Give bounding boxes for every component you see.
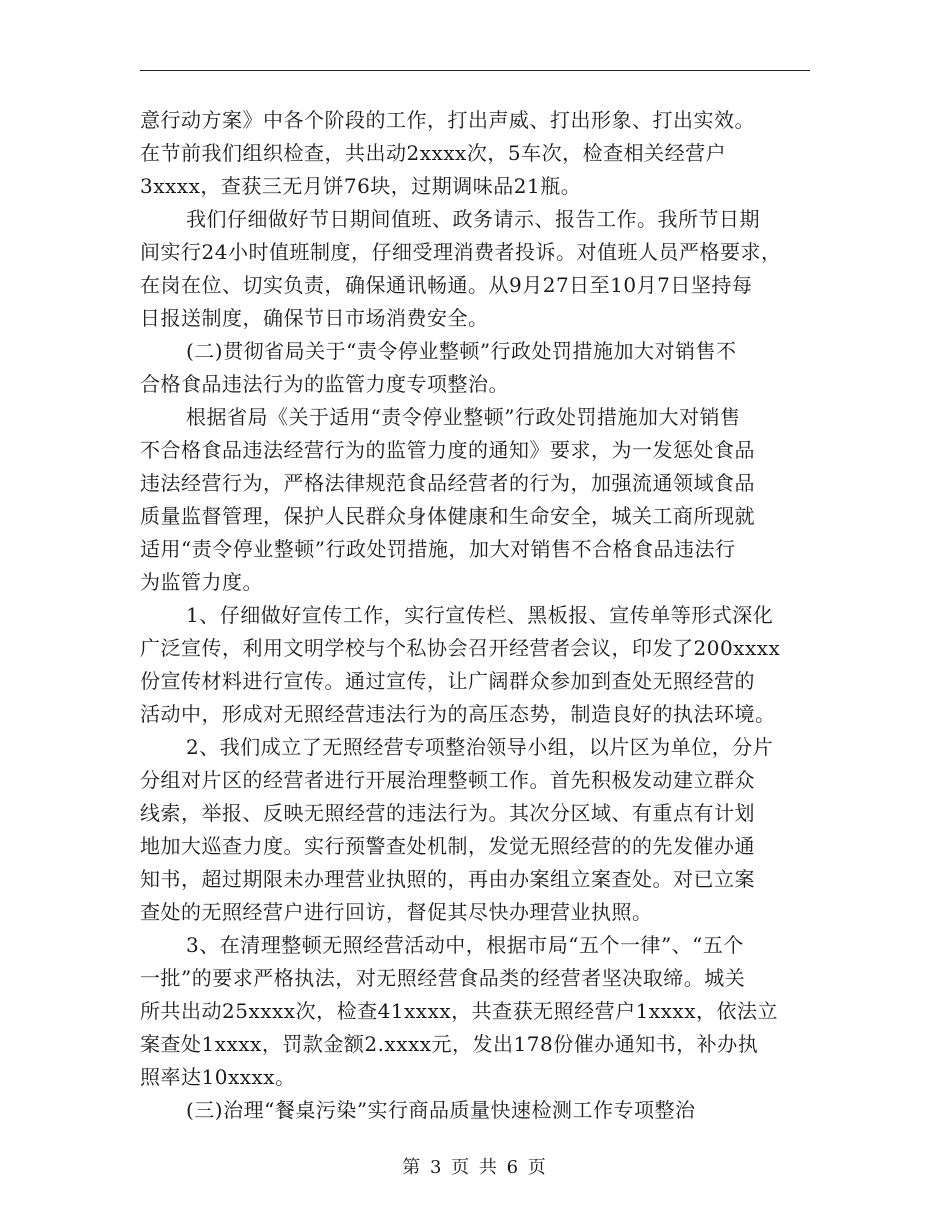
text-line: 适用“责令停业整顿”行政处罚措施，加大对销售不合格食品违法行: [140, 537, 736, 561]
text-line: (三)治理“餐桌污染”实行商品质量快速检测工作专项整治: [186, 1098, 696, 1122]
text-line: 违法经营行为，严格法律规范食品经营者的行为，加强流通领域食品: [140, 471, 755, 495]
text-line: 线索，举报、反映无照经营的违法行为。其次分区域、有重点有计划: [140, 801, 755, 825]
text-line: 案查处1xxxx，罚款金额2.xxxx元，发出178份催办通知书，补办执: [140, 1032, 759, 1056]
paragraph: [140, 203, 810, 335]
text-line: 知书，超过期限未办理营业执照的，再由办案组立案查处。对已立案: [140, 867, 755, 891]
text-line: 根据省局《关于适用“责令停业整顿”行政处罚措施加大对销售: [186, 405, 741, 429]
text-line: 日报送制度，确保节日市场消费安全。: [140, 306, 489, 330]
text-line: 不合格食品违法经营行为的监管力度的通知》要求，为一发惩处食品: [140, 438, 755, 462]
page-number: 第 3 页 共 6 页: [402, 1157, 548, 1178]
text-line: 分组对片区的经营者进行开展治理整顿工作。首先积极发动建立群众: [140, 768, 755, 792]
text-line: 2、我们成立了无照经营专项整治领导小组，以片区为单位，分片: [186, 735, 774, 759]
text-line: 为监管力度。: [140, 570, 263, 594]
text-line: 地加大巡查力度。实行预警查处机制，发觉无照经营的的先发催办通: [140, 834, 755, 858]
text-line: 我们仔细做好节日期间值班、政务请示、报告工作。我所节日期: [186, 207, 760, 231]
text-line: 份宣传材料进行宣传。通过宣传，让广阔群众参加到查处无照经营的: [140, 669, 755, 693]
text-line: 查处的无照经营户进行回访，督促其尽快办理营业执照。: [140, 900, 653, 924]
paragraph: [140, 599, 810, 731]
paragraph: [140, 1094, 810, 1127]
text-line: 意行动方案》中各个阶段的工作，打出声威、打出形象、打出实效。: [140, 108, 755, 132]
text-line: 质量监督管理，保护人民群众身体健康和生命安全，城关工商所现就: [140, 504, 755, 528]
text-line: 1、仔细做好宣传工作，实行宣传栏、黑板报、宣传单等形式深化: [186, 603, 774, 627]
paragraph: [140, 929, 810, 1094]
text-line: 一批”的要求严格执法，对无照经营食品类的经营者坚决取缔。城关: [140, 966, 746, 990]
paragraph: [140, 104, 810, 203]
text-line: (二)贯彻省局关于“责令停业整顿”行政处罚措施加大对销售不: [186, 339, 737, 363]
paragraph: [140, 335, 810, 401]
document-body: [140, 104, 810, 1127]
header-rule: [140, 70, 810, 71]
paragraph: [140, 731, 810, 929]
text-line: 照率达10xxxx。: [140, 1065, 296, 1089]
text-line: 合格食品违法行为的监管力度专项整治。: [140, 372, 509, 396]
text-line: 在岗在位、切实负责，确保通讯畅通。从9月27日至10月7日坚持每: [140, 273, 753, 297]
text-line: 所共出动25xxxx次，检查41xxxx，共查获无照经营户1xxxx，依法立: [140, 999, 778, 1023]
text-line: 间实行24小时值班制度，仔细受理消费者投诉。对值班人员严格要求，: [140, 240, 782, 264]
text-line: 活动中，形成对无照经营违法行为的高压态势，制造良好的执法环境。: [140, 702, 776, 726]
paragraph: [140, 401, 810, 599]
text-line: 3、在清理整顿无照经营活动中，根据市局“五个一律”、“五个: [186, 933, 744, 957]
text-line: 广泛宣传，利用文明学校与个私协会召开经营者会议，印发了200xxxx: [140, 636, 781, 660]
text-line: 3xxxx，查获三无月饼76块，过期调味品21瓶。: [140, 174, 582, 198]
text-line: 在节前我们组织检查，共出动2xxxx次，5车次，检查相关经营户: [140, 141, 727, 165]
